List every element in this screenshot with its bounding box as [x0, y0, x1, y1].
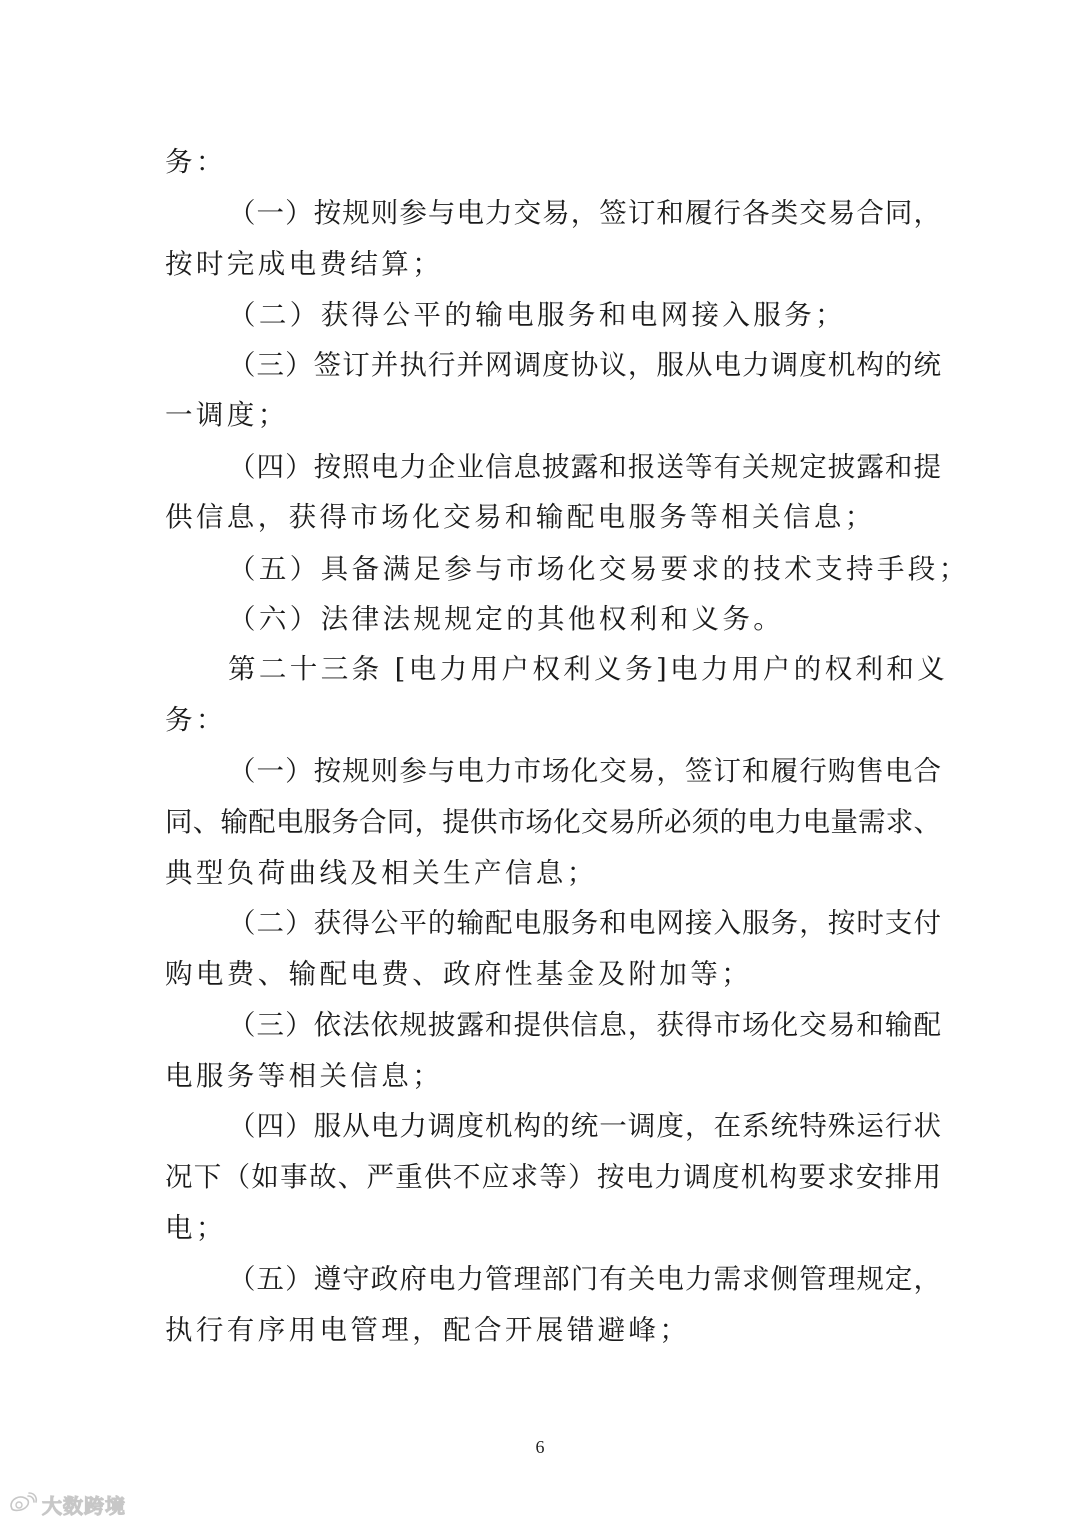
text-line: 典型负荷曲线及相关生产信息；: [165, 857, 598, 889]
weibo-logo-icon: [8, 1492, 38, 1516]
article-heading: 第二十三条 [电力用户权利义务]电力用户的权利和义: [228, 653, 949, 685]
text-line: （一）按规则参与电力交易，签订和履行各类交易合同，: [228, 197, 941, 229]
text-line: （六）法律法规规定的其他权利和义务。: [228, 603, 785, 635]
text-line: （三）签订并执行并网调度协议，服从电力调度机构的统: [228, 349, 941, 381]
text-line: （三）依法依规披露和提供信息，获得市场化交易和输配: [228, 1009, 941, 1041]
text-line: 购电费、输配电费、政府性基金及附加等；: [165, 958, 753, 990]
text-line: 按时完成电费结算；: [165, 248, 444, 280]
text-line: （二）获得公平的输配电服务和电网接入服务，按时支付: [228, 907, 941, 939]
text-line: 供信息，获得市场化交易和输配电服务等相关信息；: [165, 501, 876, 533]
text-line: （四）按照电力企业信息披露和报送等有关规定披露和提: [228, 451, 941, 483]
text-line: 执行有序用电管理，配合开展错避峰；: [165, 1314, 691, 1346]
text-line: 况下（如事故、严重供不应求等）按电力调度机构要求安排用: [165, 1161, 941, 1193]
watermark-text: 大数跨境: [42, 1493, 126, 1518]
text-line: （二）获得公平的输电服务和电网接入服务；: [228, 299, 846, 331]
text-line: （一）按规则参与电力市场化交易，签订和履行购售电合: [228, 755, 941, 787]
text-line: （五）具备满足参与市场化交易要求的技术支持手段；: [228, 553, 970, 585]
text-line: 电服务等相关信息；: [165, 1060, 444, 1092]
text-line: 一调度；: [165, 399, 289, 431]
text-line: 电；: [165, 1212, 227, 1244]
text-line: （四）服从电力调度机构的统一调度，在系统特殊运行状: [228, 1110, 941, 1142]
text-line: 同、输配电服务合同，提供市场化交易所必须的电力电量需求、: [165, 806, 941, 838]
watermark: [8, 1490, 126, 1518]
text-line: 务：: [165, 146, 227, 178]
text-line: 务：: [165, 704, 227, 736]
text-line: （五）遵守政府电力管理部门有关电力需求侧管理规定，: [228, 1263, 941, 1295]
page-number: 6: [535, 1437, 545, 1457]
